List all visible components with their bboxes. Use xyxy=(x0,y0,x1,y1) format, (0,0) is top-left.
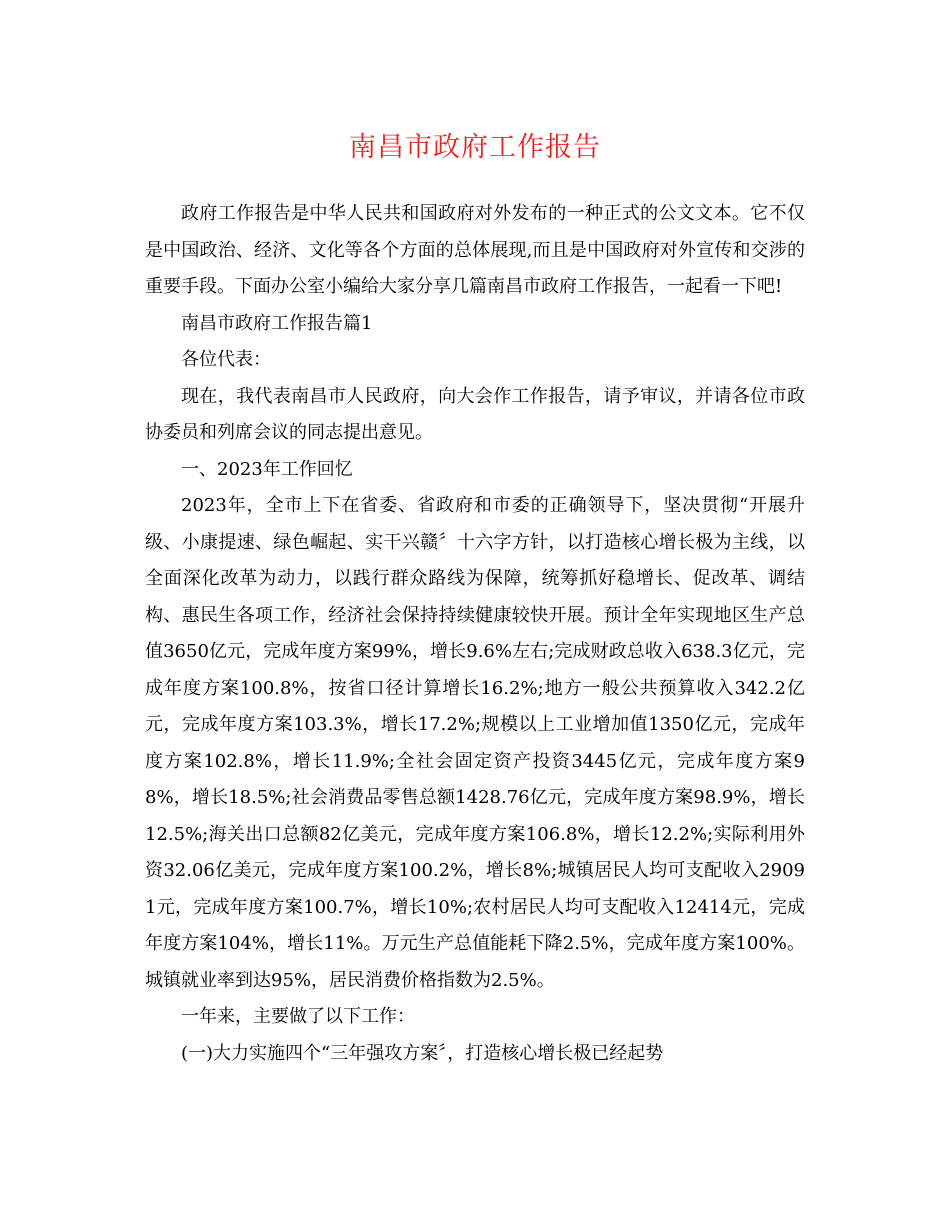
section-heading: 一、2023年工作回忆 xyxy=(181,458,353,480)
document-title: 南昌市政府工作报告 xyxy=(349,132,601,163)
salutation: 各位代表： xyxy=(181,349,271,370)
document-body xyxy=(145,196,805,1072)
section-heading: 南昌市政府工作报告篇1 xyxy=(181,312,373,334)
body-paragraph: 2023年，全市上下在省委、省政府和市委的正确领导下，坚决贯彻“开展升级、小康提速、绿色崛起、实干兴赣〞十六字方针，以打造核心增长极为主线，以全面深化改革为动力，以践行群众路线为保障，统筹抓好稳增长、促改革、调结构、惠民生各项工作，经济社会保持持续健康较快开展。预计全年实现地区生产总值3650亿元，完成年度方案99%，增长9.6%左右;完成财政总收入638.3亿元，完成年度方案100.8%，按省口径计算增长16.2%;地方一般公共预算收入342.2亿元，完成年度方案103.3%，增长17.2%;规模以上工业增加值1350亿元，完成年度方案102.8%，增长11.9%;全社会固定资产投资3445亿元，完成年度方案98%，增长18.5%;社会消费品零售总额1428.76亿元，完成年度方案98.9%，增长12.5%;海关出口总额82亿美元，完成年度方案106.8%，增长12.2%;实际利用外资32.06亿美元，完成年度方案100.2%，增长8%;城镇居民人均可支配收入29091元，完成年度方案100.7%，增长10%;农村居民人均可支配收入12414元，完成年度方案104%，增长11%。万元生产总值能耗下降2.5%，完成年度方案100%。城镇就业率到达95%，居民消费价格指数为2.5%。 xyxy=(145,495,805,991)
body-paragraph: 一年来，主要做了以下工作： xyxy=(181,1006,415,1027)
intro-paragraph: 政府工作报告是中华人民共和国政府对外发布的一种正式的公文文本。它不仅是中国政治、经济、文化等各个方面的总体展现,而且是中国政府对外宣传和交涉的重要手段。下面办公室小编给大家分享几篇南昌市政府工作报告，一起看一下吧! xyxy=(145,203,805,297)
body-paragraph: 现在，我代表南昌市人民政府，向大会作工作报告，请予审议，并请各位市政协委员和列席会议的同志提出意见。 xyxy=(145,385,805,443)
subsection-heading: (一)大力实施四个“三年强攻方案〞，打造核心增长极已经起势 xyxy=(181,1042,664,1064)
